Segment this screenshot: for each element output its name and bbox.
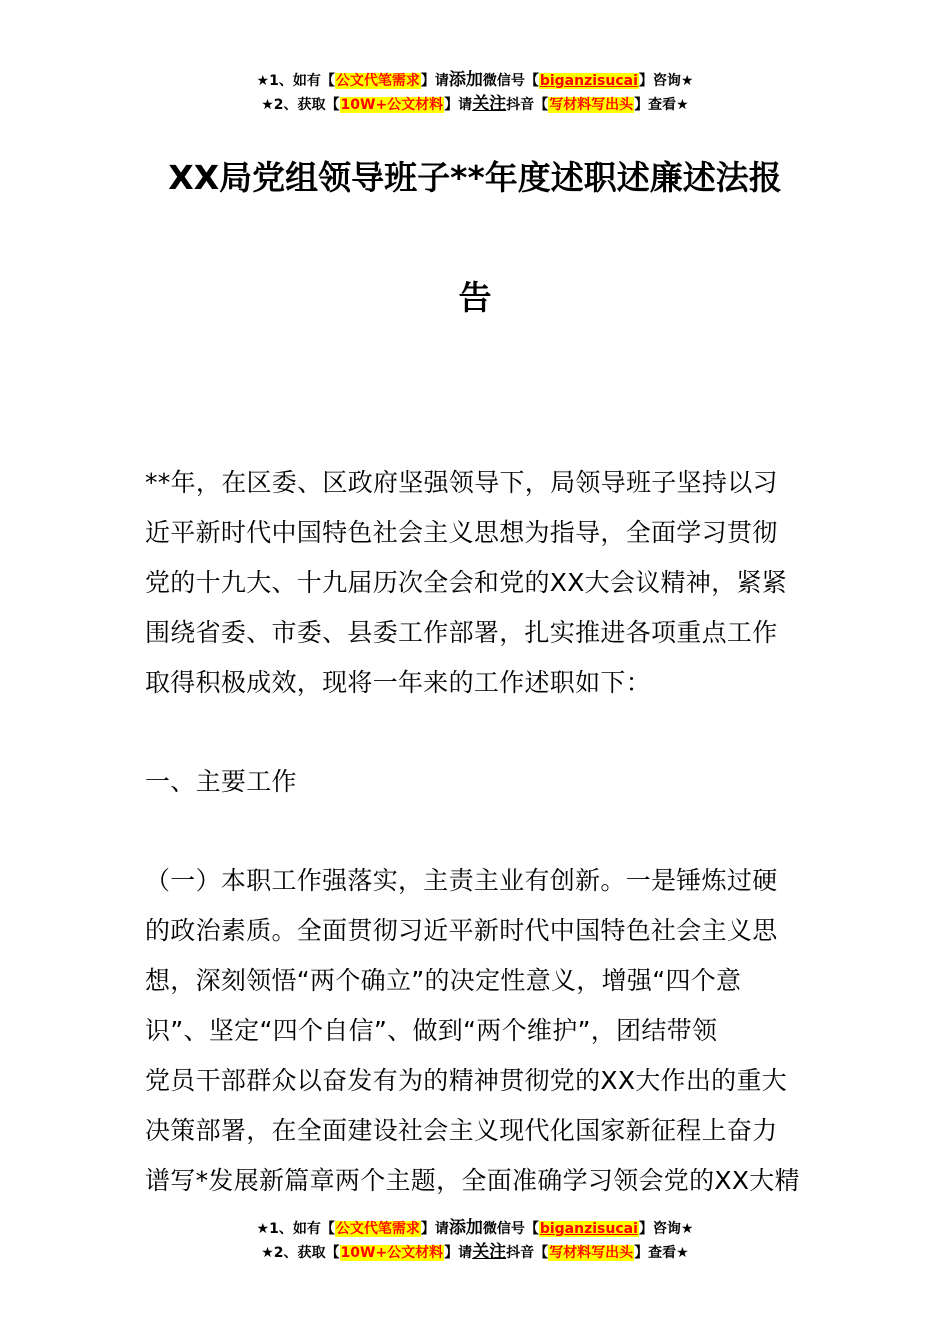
douyin-account: 写材料写出头 bbox=[549, 97, 634, 113]
text-line: 围绕省委、市委、县委工作部署，扎实推进各项重点工作 bbox=[145, 618, 778, 647]
banner-line-2: ★2、获取【10W+公文材料】请关注抖音【写材料写出头】查看★ bbox=[261, 1242, 689, 1262]
text-line: 近平新时代中国特色社会主义思想为指导，全面学习贯彻 bbox=[145, 518, 778, 547]
text-line: **年，在区委、区政府坚强领导下，局领导班子坚持以习 bbox=[145, 468, 778, 497]
text-line: 党的十九大、十九届历次全会和党的XX大会议精神，紧紧 bbox=[145, 568, 788, 597]
banner-line-2: ★2、获取【10W+公文材料】请关注抖音【写材料写出头】查看★ bbox=[261, 94, 689, 114]
footer-banner bbox=[0, 1216, 950, 1264]
document-title: XX局党组领导班子**年度述职述廉述法报 bbox=[168, 158, 782, 197]
section-heading: 一、主要工作 bbox=[145, 767, 297, 796]
highlight-service: 公文代笔需求 bbox=[335, 73, 420, 89]
highlight-materials: 10W+公文材料 bbox=[340, 97, 444, 113]
text-line: （一）本职工作强落实，主责主业有创新。一是锤炼过硬 bbox=[145, 866, 778, 895]
banner-line-1: ★1、如有【公文代笔需求】请添加微信号【biganzisucai】咨询★ bbox=[256, 1218, 694, 1238]
intro-paragraph bbox=[145, 458, 807, 708]
text-line: 的政治素质。全面贯彻习近平新时代中国特色社会主义思 bbox=[145, 916, 778, 945]
douyin-account: 写材料写出头 bbox=[549, 1245, 634, 1261]
text-line: 党员干部群众以奋发有为的精神贯彻党的XX大作出的重大 bbox=[145, 1066, 788, 1095]
highlight-service: 公文代笔需求 bbox=[335, 1221, 420, 1237]
text-line: 谱写*发展新篇章两个主题，全面准确学习领会党的XX大精 bbox=[145, 1166, 800, 1195]
text-line: 决策部署，在全面建设社会主义现代化国家新征程上奋力 bbox=[145, 1116, 778, 1145]
wechat-id: biganzisucai bbox=[539, 73, 638, 89]
text-line: 想，深刻领悟“两个确立”的决定性意义，增强“四个意 bbox=[145, 966, 742, 995]
text-line: 识”、坚定“四个自信”、做到“两个维护”，团结带领 bbox=[145, 1016, 718, 1045]
section-paragraph bbox=[145, 856, 807, 1206]
highlight-materials: 10W+公文材料 bbox=[340, 1245, 444, 1261]
wechat-id: biganzisucai bbox=[539, 1221, 638, 1237]
document-title-continued: 告 bbox=[458, 278, 492, 317]
header-banner bbox=[0, 68, 950, 116]
text-line: 取得积极成效，现将一年来的工作述职如下： bbox=[145, 668, 652, 697]
banner-line-1: ★1、如有【公文代笔需求】请添加微信号【biganzisucai】咨询★ bbox=[256, 70, 694, 90]
